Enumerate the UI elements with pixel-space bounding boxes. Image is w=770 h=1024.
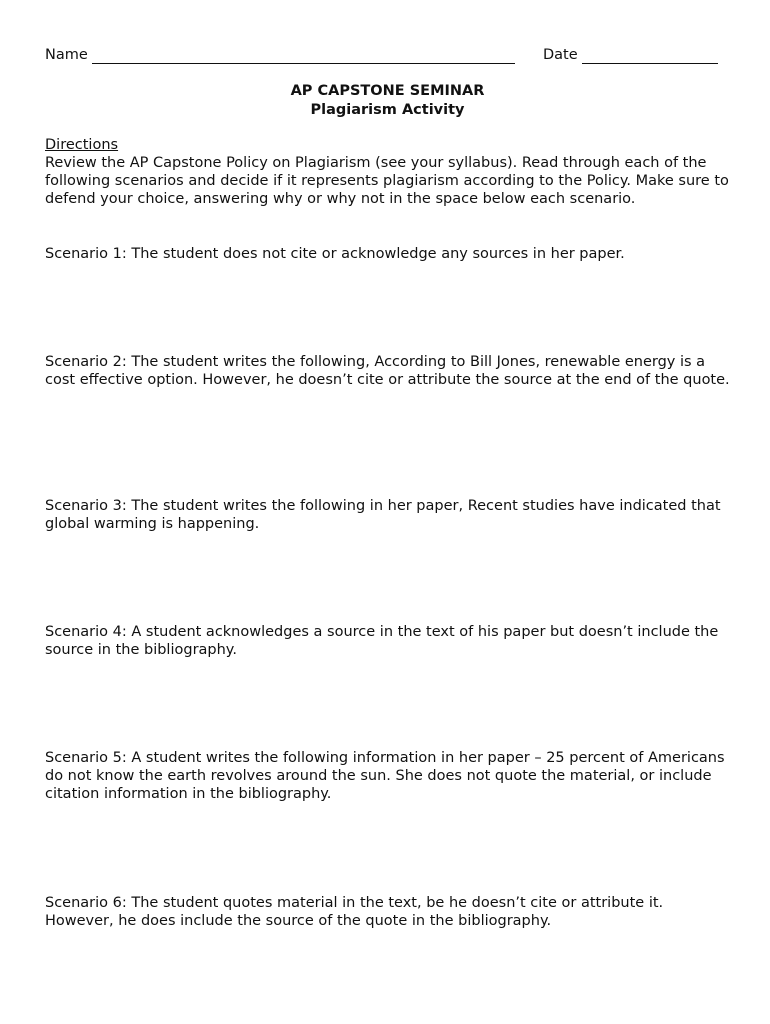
scenario-1: Scenario 1: The student does not cite or acknowledge any sources in her paper.: [45, 246, 625, 262]
activity-title: Plagiarism Activity: [310, 102, 465, 118]
name-field: [45, 46, 515, 64]
date-blank-line[interactable]: [582, 48, 718, 64]
date-field: [543, 46, 718, 64]
scenario-4: Scenario 4: A student acknowledges a source in the text of his paper but doesn’t include the source in the bibliography.: [45, 624, 719, 658]
name-blank-line[interactable]: [92, 48, 515, 64]
scenario-6: Scenario 6: The student quotes material in the text, be he doesn’t cite or attribute it. However, he does include the source of the quote in the bibliography.: [45, 895, 664, 929]
scenario-3: Scenario 3: The student writes the following in her paper, Recent studies have indicated that global warming is happening.: [45, 498, 721, 532]
directions-section: [45, 136, 730, 208]
date-label: Date: [543, 47, 578, 63]
directions-body: Review the AP Capstone Policy on Plagiarism (see your syllabus). Read through each of the following scenarios and decide if it represents plagiarism according to the Policy. Make sure to defend your choice, answering why or why not in the space below each scenario.: [45, 155, 729, 207]
course-title: AP CAPSTONE SEMINAR: [290, 83, 485, 99]
name-label: Name: [45, 47, 88, 63]
header-row: [45, 46, 730, 66]
scenario-2: Scenario 2: The student writes the following, According to Bill Jones, renewable energy is a cost effective option. However, he doesn’t cite or attribute the source at the end of the quote.: [45, 354, 730, 388]
worksheet-page: [45, 0, 730, 1024]
scenario-5: Scenario 5: A student writes the following information in her paper – 25 percent of Americans do not know the earth revolves around the sun. She does not quote the material, or include citation information in the bibliography.: [45, 750, 725, 802]
directions-heading: Directions: [45, 137, 119, 153]
title-block: [45, 82, 730, 120]
